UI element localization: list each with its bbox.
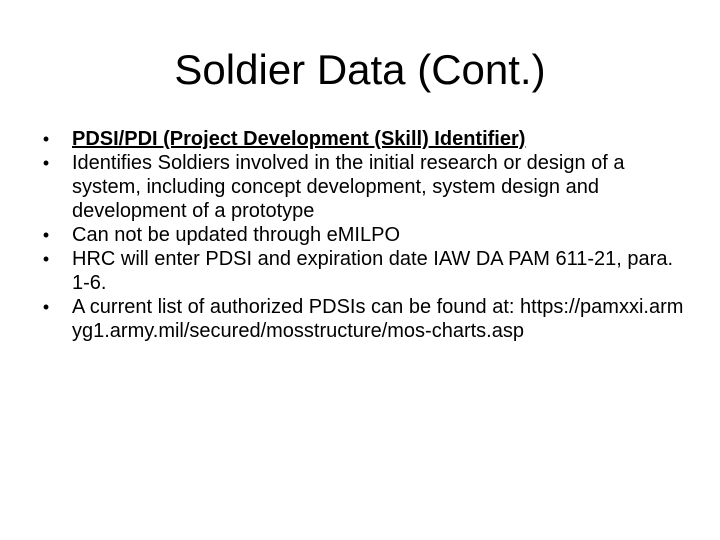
bullet-text-hrc: HRC will enter PDSI and expiration date IAW DA PAM 611-21, para. 1-6. xyxy=(72,248,674,294)
bullet-dot-icon: • xyxy=(42,129,50,149)
slide-title: Soldier Data (Cont.) xyxy=(174,46,546,93)
bullet-text-emilpo: Can not be updated through eMILPO xyxy=(72,224,401,246)
bullet-dot-icon: • xyxy=(42,153,50,173)
bullet-item xyxy=(36,151,684,223)
bullet-item xyxy=(36,295,684,343)
bullet-list xyxy=(36,127,684,343)
bullet-text-identifies: Identifies Soldiers involved in the initial research or design of a system, including concept development, system design and development of a prototype xyxy=(72,152,625,222)
bullet-dot-icon: • xyxy=(42,297,50,317)
bullet-item xyxy=(36,247,684,295)
bullet-text-pdsi: PDSI/PDI (Project Development (Skill) Identifier) xyxy=(72,128,526,150)
bullet-dot-icon: • xyxy=(42,225,50,245)
bullet-dot-icon: • xyxy=(42,249,50,269)
bullet-text-list-url: A current list of authorized PDSIs can be found at: https://pamxxi.armyg1.army.mil/secured/mosstructure/mos-charts.asp xyxy=(72,296,684,342)
bullet-item xyxy=(36,127,684,151)
bullet-item xyxy=(36,223,684,247)
